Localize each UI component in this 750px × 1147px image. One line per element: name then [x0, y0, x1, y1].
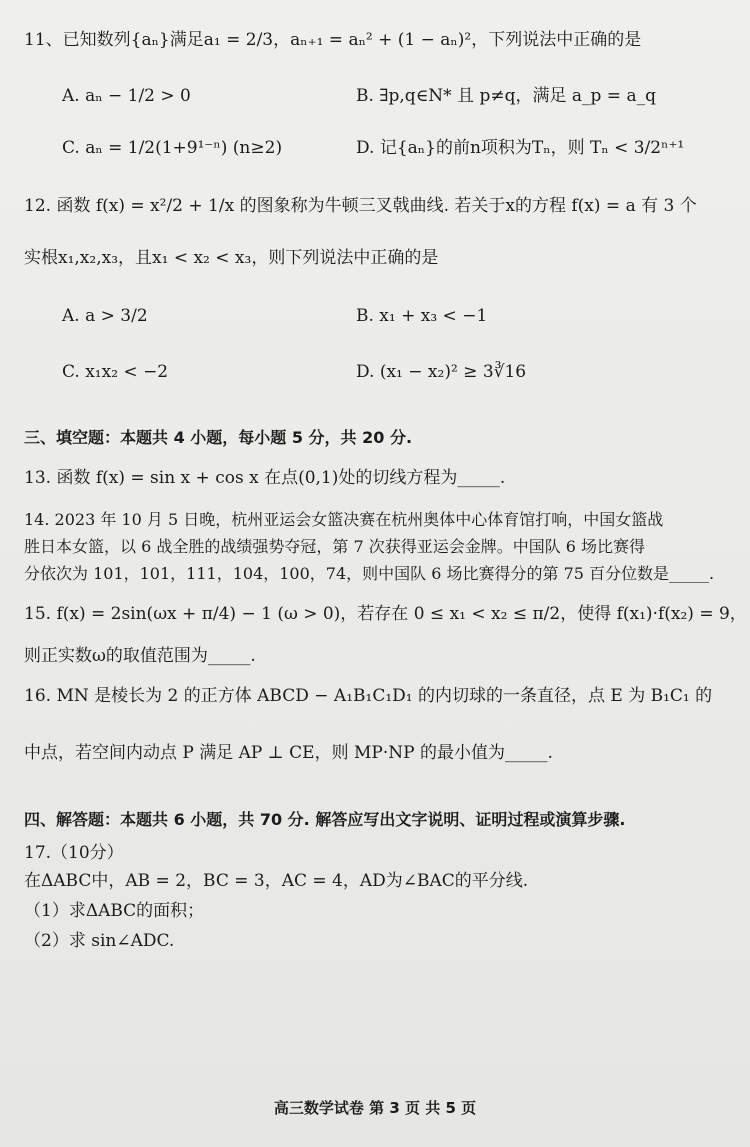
q11-option-c: C. aₙ = 1/2(1+9¹⁻ⁿ) (n≥2): [62, 138, 283, 158]
q15-line2: 则正实数ω的取值范围为_____.: [24, 646, 256, 666]
q12-option-c: C. x₁x₂ < −2: [62, 362, 169, 382]
q14-line1: 14. 2023 年 10 月 5 日晚，杭州亚运会女篮决赛在杭州奥体中心体育馆打响，中国女篮战: [24, 510, 664, 529]
q11-stem: 11、已知数列{aₙ}满足a₁ = 2/3，aₙ₊₁ = aₙ² + (1 − aₙ)²，下列说法中正确的是: [24, 30, 642, 50]
q16-line2: 中点，若空间内动点 P 满足 AP ⊥ CE，则 MP·NP 的最小值为_____.: [24, 743, 553, 763]
q12-stem-line1: 12. 函数 f(x) = x²/2 + 1/x 的图象称为牛顿三叉戟曲线. 若关于x的方程 f(x) = a 有 3 个: [24, 196, 697, 216]
q15-line1: 15. f(x) = 2sin(ωx + π/4) − 1 (ω > 0)，若存在 0 ≤ x₁ < x₂ ≤ π/2，使得 f(x₁)·f(x₂) = 9，: [24, 604, 747, 624]
q17-part2: （2）求 sin∠ADC.: [24, 931, 175, 951]
q12-option-b: B. x₁ + x₃ < −1: [356, 306, 488, 326]
q14-line3: 分依次为 101，101，111，104，100，74，则中国队 6 场比赛得分的第 75 百分位数是_____.: [24, 564, 715, 583]
q11-option-b: B. ∃p,q∈N* 且 p≠q，满足 a_p = a_q: [356, 86, 656, 106]
page-footer: 高三数学试卷 第 3 页 共 5 页: [273, 1099, 477, 1117]
section-3-heading: 三、填空题：本题共 4 小题，每小题 5 分，共 20 分.: [24, 428, 413, 447]
q11-option-a: A. aₙ − 1/2 > 0: [62, 86, 191, 106]
q14-line2: 胜日本女篮，以 6 战全胜的战绩强势夺冠，第 7 次获得亚运会金牌。中国队 6 场比赛得: [24, 537, 646, 556]
q13-text: 13. 函数 f(x) = sin x + cos x 在点(0,1)处的切线方程为_____.: [24, 468, 506, 488]
section-4-heading: 四、解答题：本题共 6 小题，共 70 分. 解答应写出文字说明、证明过程或演算步骤.: [24, 810, 626, 829]
q12-stem-line2: 实根x₁,x₂,x₃，且x₁ < x₂ < x₃，则下列说法中正确的是: [24, 248, 439, 268]
q17-stem: 在ΔABC中，AB = 2，BC = 3，AC = 4，AD为∠BAC的平分线.: [24, 871, 529, 891]
q17-part1: （1）求ΔABC的面积；: [24, 901, 205, 921]
q12-option-d: D. (x₁ − x₂)² ≥ 3∛16: [356, 362, 527, 382]
q11-option-d: D. 记{aₙ}的前n项积为Tₙ，则 Tₙ < 3/2ⁿ⁺¹: [356, 138, 685, 158]
q12-option-a: A. a > 3/2: [62, 306, 148, 326]
q16-line1: 16. MN 是棱长为 2 的正方体 ABCD − A₁B₁C₁D₁ 的内切球的一条直径，点 E 为 B₁C₁ 的: [24, 686, 713, 706]
q17-heading: 17.（10分）: [24, 843, 124, 863]
